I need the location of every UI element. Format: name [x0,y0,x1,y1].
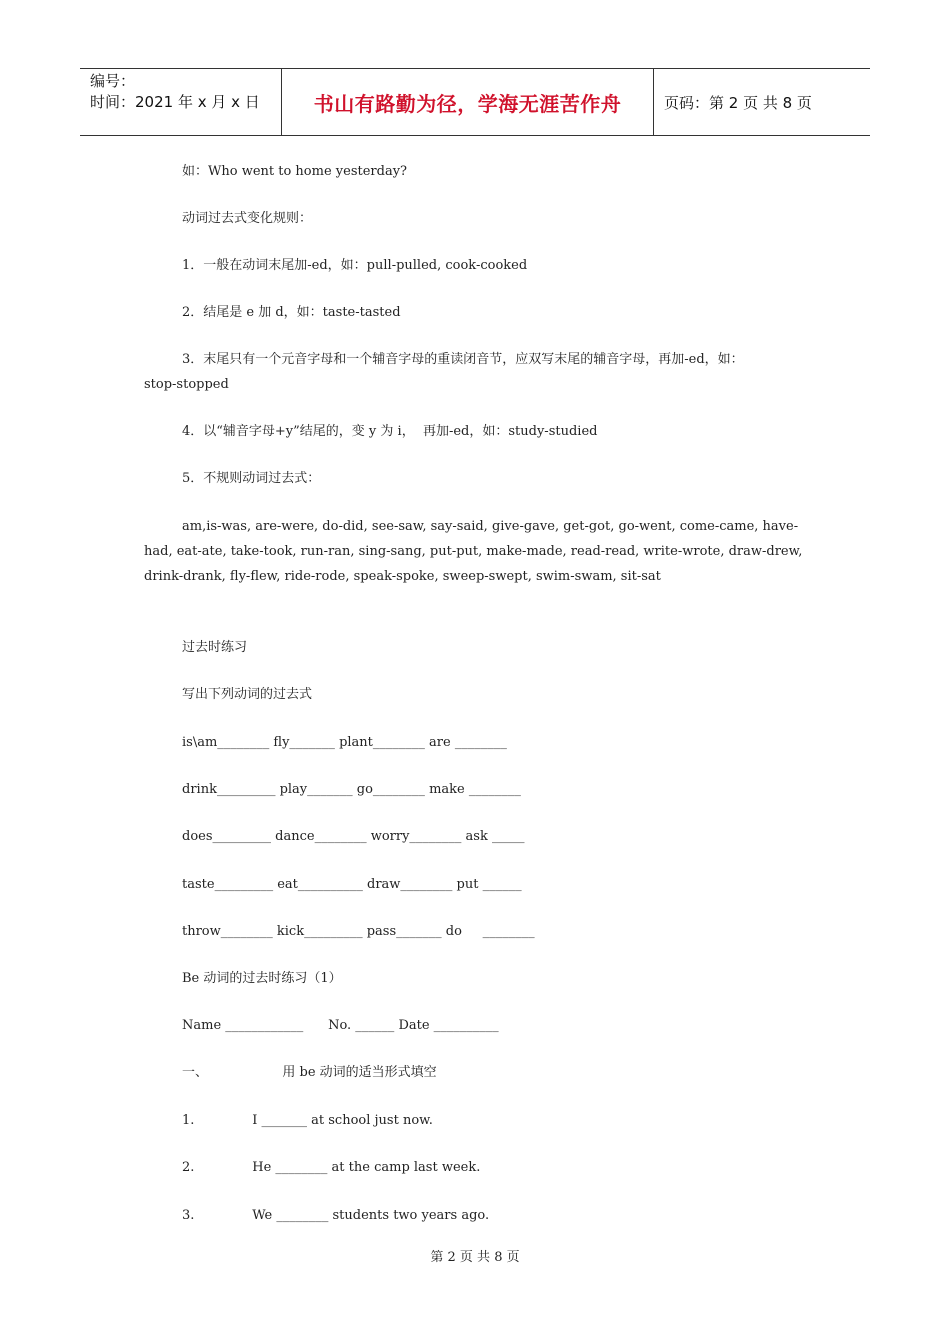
exercise-line: is\am________ fly_______ plant________ are ________ [182,735,507,750]
exercise-line: throw________ kick_________ pass_______ do ________ [182,924,535,939]
exercise-item: 1. I _______ at school just now. [182,1113,433,1128]
text-line: 动词过去式变化规则： [182,211,313,226]
text-line: 5．不规则动词过去式： [182,471,321,486]
text-line: 写出下列动词的过去式 [182,687,313,702]
text-line: Be 动词的过去时练习（1） [182,971,342,986]
page-header [80,68,870,136]
exercise-line: taste_________ eat__________ draw________ put ______ [182,877,522,892]
text-line: 过去时练习 [182,640,248,655]
text-line: 2．结尾是 e 加 d，如：taste-tasted [182,305,401,320]
header-left-cell [80,69,282,135]
header-page-cell [654,69,870,135]
section-heading: 一、 用 be 动词的适当形式填空 [182,1065,437,1080]
page-number-label: 页码：第 2 页 共 8 页 [664,93,812,112]
text-line: 3．末尾只有一个元音字母和一个辅音字母的重读闭音节，应双写末尾的辅音字母，再加-ed，如： [182,352,744,367]
text-line: 4．以“辅音字母+y”结尾的，变 y 为 i， 再加-ed，如：study-studied [182,424,598,439]
page-footer: 第 2 页 共 8 页 [430,1250,520,1265]
exercise-line: does_________ dance________ worry________ ask _____ [182,829,525,844]
motto-text: 书山有路勤为径，学海无涯苦作舟 [313,91,622,116]
irregular-verbs-paragraph [144,514,804,589]
irregular-verbs-text: am,is-was, are-were, do-did, see-saw, say-said, give-gave, get-got, go-went, come-came, have-had, eat-ate, take-took, run-ran, sing-sang, put-put, make-made, read-read, write-wrote, draw-drew, drink-drank, fly-flew, ride-rode, speak-spoke, sweep-swept, swim-swam, sit-sat [144,519,803,584]
exercise-line: drink_________ play_______ go________ make ________ [182,782,521,797]
header-motto-cell [282,69,654,135]
name-line: Name ____________ No. ______ Date __________ [182,1018,499,1033]
text-line: 1．一般在动词末尾加-ed，如：pull-pulled, cook-cooked [182,258,528,273]
document-number-label: 编号： [90,72,136,90]
date-label: 时间：2021 年 x 月 x 日 [90,93,260,111]
exercise-item: 3. We ________ students two years ago. [182,1208,490,1223]
exercise-item: 2. He ________ at the camp last week. [182,1160,481,1175]
text-line: 如：Who went to home yesterday? [182,164,408,179]
text-line: stop-stopped [144,377,229,392]
